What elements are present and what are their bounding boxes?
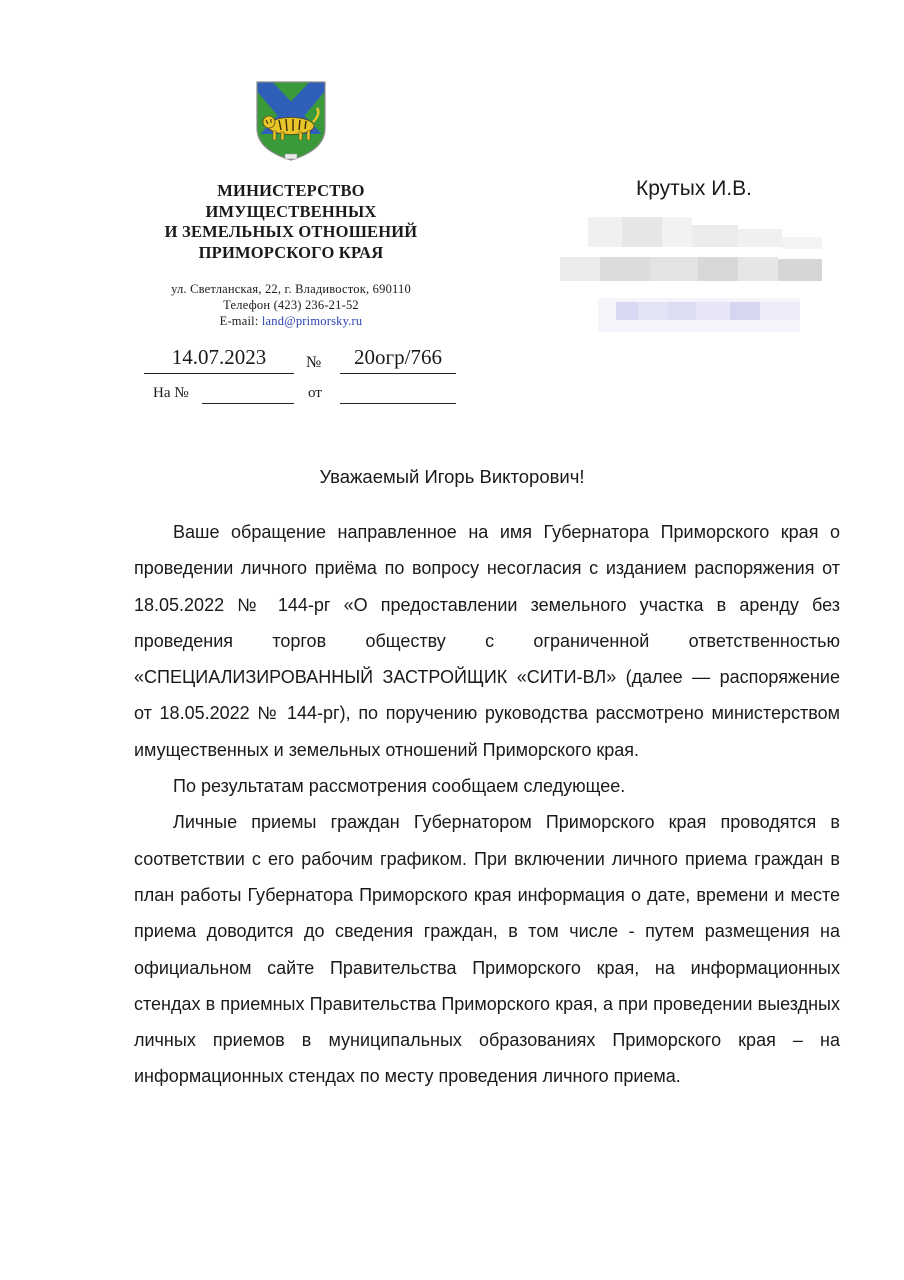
reference-number-label: На № bbox=[153, 385, 189, 401]
recipient-name: Крутых И.В. bbox=[636, 177, 752, 200]
outgoing-number: 20огр/766 bbox=[354, 345, 442, 369]
primorsky-coat-of-arms-icon bbox=[255, 78, 327, 162]
ministry-name-line: ИМУЩЕСТВЕННЫХ bbox=[205, 201, 377, 221]
outgoing-date: 14.07.2023 bbox=[171, 345, 267, 369]
ministry-phone: Телефон (423) 236-21-52 bbox=[223, 298, 359, 312]
email-label: E-mail: bbox=[219, 314, 262, 328]
salutation: Уважаемый Игорь Викторович! bbox=[319, 466, 585, 487]
ministry-name-line: МИНИСТЕРСТВО bbox=[217, 181, 365, 200]
number-sign: № bbox=[306, 354, 322, 371]
redacted-email-block bbox=[598, 298, 800, 332]
date-underline bbox=[144, 373, 294, 374]
ministry-contacts bbox=[120, 281, 462, 329]
ministry-name-line: ПРИМОРСКОГО КРАЯ bbox=[198, 242, 384, 262]
ministry-name bbox=[120, 181, 462, 263]
ministry-address: ул. Светланская, 22, г. Владивосток, 690110 bbox=[171, 282, 411, 296]
paragraph: Ваше обращение направленное на имя Губернатора Приморского края о проведении личного приёма по вопросу несогласия с изданием распоряжения от 18.05.2022 № 144-рг «О предоставлении земельного участка в аренду без проведения торгов обществу с ограниченной ответственностью «СПЕЦИАЛИЗИРОВАННЫЙ ЗАСТРОЙЩИК «СИТИ-ВЛ» (далее — распоряжение от 18.05.2022 № 144-рг), по поручению руководства рассмотрено министерством имущественных и земельных отношений Приморского края. bbox=[134, 522, 840, 760]
number-underline bbox=[340, 373, 456, 374]
redacted-address-block bbox=[560, 215, 822, 283]
paragraph: Личные приемы граждан Губернатором Приморского края проводятся в соответствии с его рабочим графиком. При включении личного приема граждан в план работы Губернатора Приморского края информация о дате, времени и месте приема доводится до сведения граждан, в том числе - путем размещения на официальном сайте Правительства Приморского края, на информационных стендах в приемных Правительства Приморского края, а при проведении выездных личных приемов в муниципальных образованиях Приморского края – на информационных стендах по месту проведения личного приема. bbox=[134, 812, 840, 1087]
email-link[interactable]: land@primorsky.ru bbox=[261, 314, 363, 328]
reference-date-line bbox=[340, 403, 456, 404]
ministry-email-row bbox=[120, 313, 462, 329]
paragraph: По результатам рассмотрения сообщаем следующее. bbox=[173, 776, 626, 797]
reference-from-label: от bbox=[308, 385, 322, 401]
reference-number-line bbox=[202, 403, 294, 404]
letter-body bbox=[134, 514, 840, 1095]
ministry-name-line: И ЗЕМЕЛЬНЫХ ОТНОШЕНИЙ bbox=[164, 222, 418, 241]
